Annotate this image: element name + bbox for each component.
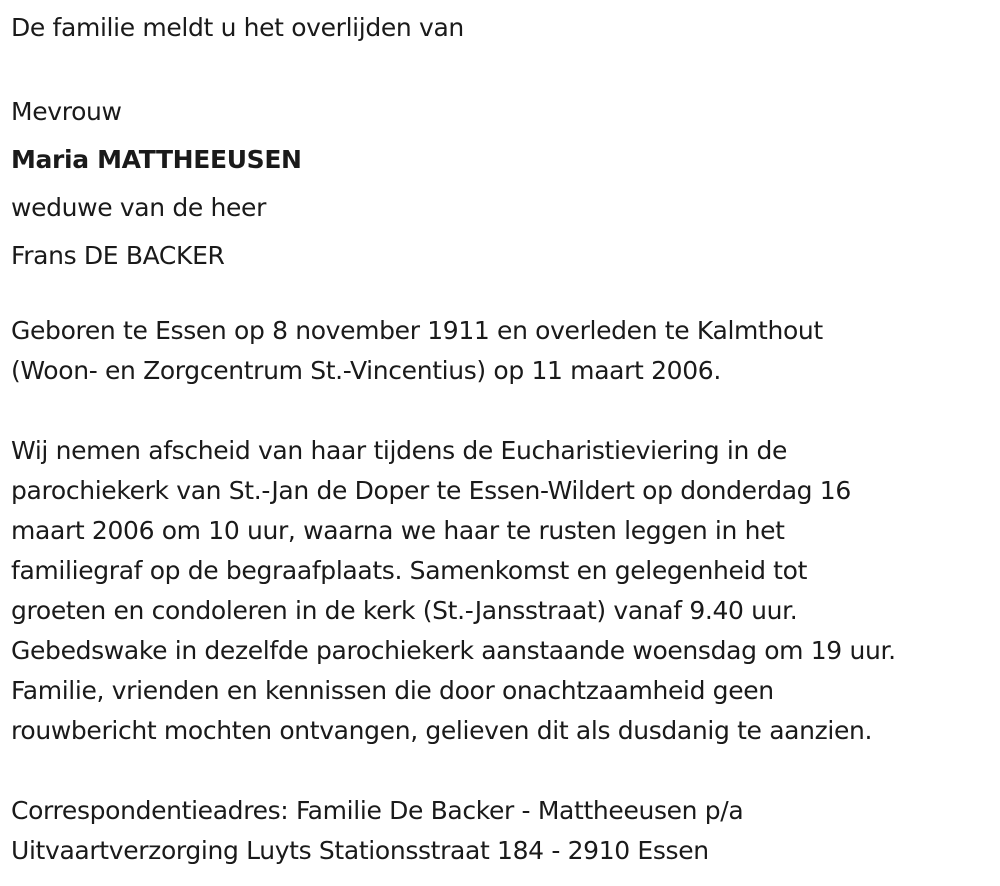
paragraph-line: rouwbericht mochten ontvangen, gelieven dit als dusdanig te aanzien. [11,716,873,745]
paragraph-line: Familie, vrienden en kennissen die door onachtzaamheid geen [11,676,774,705]
paragraph-line: maart 2006 om 10 uur, waarna we haar te rusten leggen in het [11,516,785,545]
death-notice [11,8,990,871]
deceased-name: Maria MATTHEEUSEN [11,145,302,174]
birth-death-paragraph [11,311,990,391]
paragraph-line: Geboren te Essen op 8 november 1911 en overleden te Kalmthout [11,316,823,345]
paragraph-line: Uitvaartverzorging Luyts Stationsstraat 184 - 2910 Essen [11,836,709,865]
paragraph-line: Gebedswake in dezelfde parochiekerk aanstaande woensdag om 19 uur. [11,636,896,665]
relation-text: weduwe van de heer [11,193,267,222]
honorific: Mevrouw [11,97,122,126]
paragraph-line: (Woon- en Zorgcentrum St.-Vincentius) op 11 maart 2006. [11,356,721,385]
correspondence-paragraph [11,791,990,871]
paragraph-line: Wij nemen afscheid van haar tijdens de Eucharistieviering in de [11,436,788,465]
funeral-paragraph [11,431,990,751]
intro-text: De familie meldt u het overlijden van [11,13,464,42]
paragraph-line: familiegraf op de begraafplaats. Samenkomst en gelegenheid tot [11,556,808,585]
paragraph-line: Correspondentieadres: Familie De Backer - Mattheeusen p/a [11,796,744,825]
paragraph-line: groeten en condoleren in de kerk (St.-Jansstraat) vanaf 9.40 uur. [11,596,798,625]
deceased-block [11,88,990,280]
spouse-name: Frans DE BACKER [11,241,225,270]
paragraph-line: parochiekerk van St.-Jan de Doper te Essen-Wildert op donderdag 16 [11,476,851,505]
